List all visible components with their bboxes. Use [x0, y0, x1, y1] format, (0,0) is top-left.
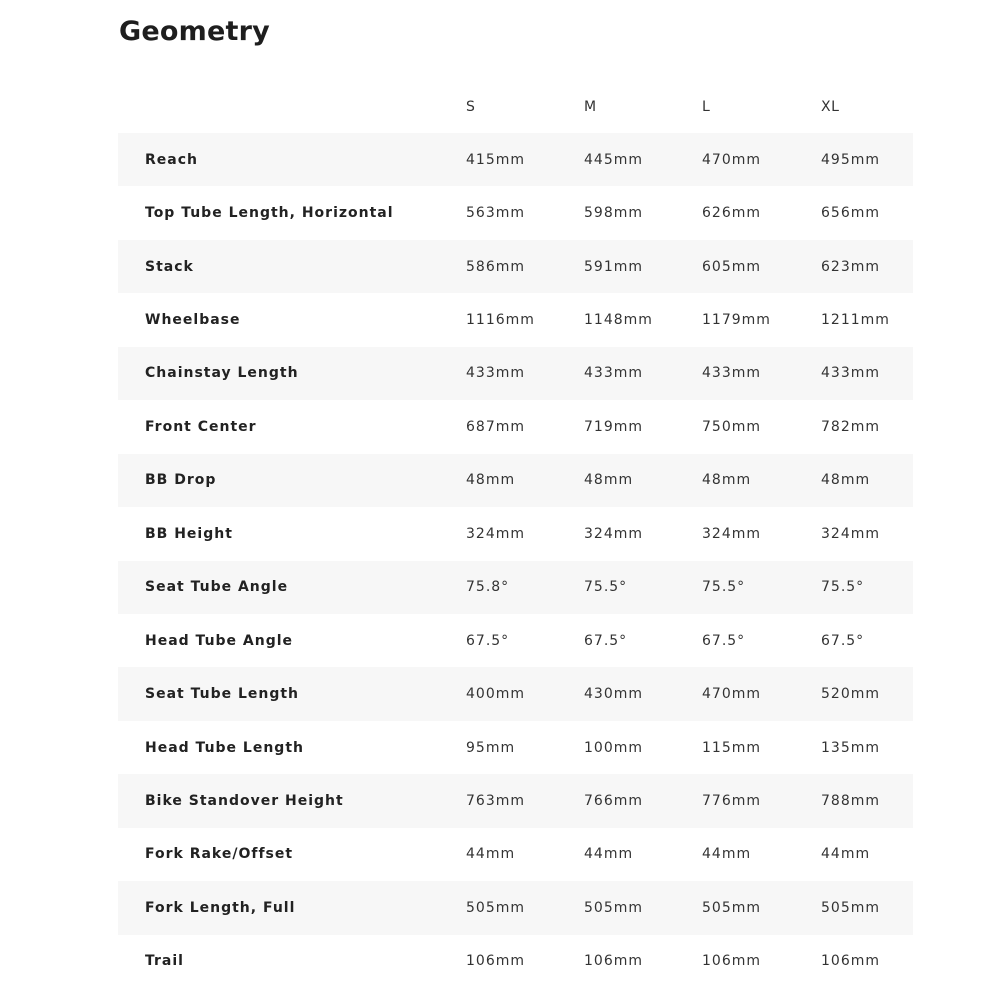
row-value-m: 591mm [584, 258, 643, 275]
row-value-s: 106mm [466, 953, 525, 970]
table-row [118, 133, 913, 186]
row-label: Seat Tube Length [145, 686, 300, 703]
row-value-s: 48mm [466, 472, 516, 489]
table-row [118, 454, 913, 507]
row-value-l: 505mm [702, 899, 761, 916]
table-row [118, 507, 913, 560]
row-value-s: 563mm [466, 205, 525, 222]
row-value-m: 430mm [584, 686, 643, 703]
table-row [118, 400, 913, 453]
row-value-m: 100mm [584, 739, 643, 756]
row-value-l: 605mm [702, 258, 761, 275]
row-value-xl: 324mm [821, 525, 880, 542]
row-value-l: 470mm [702, 686, 761, 703]
row-value-m: 766mm [584, 792, 643, 809]
row-value-m: 1148mm [584, 312, 653, 329]
size-header-m: M [584, 99, 597, 115]
row-label: Top Tube Length, Horizontal [145, 205, 394, 222]
table-row [118, 935, 913, 988]
row-value-xl: 656mm [821, 205, 880, 222]
row-value-s: 1116mm [466, 312, 535, 329]
size-header-s: S [466, 99, 476, 115]
row-value-s: 95mm [466, 739, 516, 756]
row-value-xl: 67.5° [821, 632, 865, 649]
table-row [118, 186, 913, 239]
row-value-xl: 520mm [821, 686, 880, 703]
row-label: Trail [145, 953, 184, 970]
table-row [118, 881, 913, 934]
row-value-l: 433mm [702, 365, 761, 382]
row-value-m: 67.5° [584, 632, 628, 649]
row-value-xl: 433mm [821, 365, 880, 382]
row-value-xl: 135mm [821, 739, 880, 756]
row-value-s: 75.8° [466, 579, 510, 596]
row-value-m: 433mm [584, 365, 643, 382]
row-value-xl: 782mm [821, 418, 880, 435]
row-value-l: 106mm [702, 953, 761, 970]
row-value-xl: 44mm [821, 846, 871, 863]
table-row [118, 667, 913, 720]
table-row [118, 561, 913, 614]
table-row [118, 721, 913, 774]
table-row [118, 614, 913, 667]
row-value-l: 75.5° [702, 579, 746, 596]
size-header-xl: XL [821, 99, 840, 115]
row-label: BB Drop [145, 472, 217, 489]
row-value-xl: 788mm [821, 792, 880, 809]
row-label: Head Tube Length [145, 739, 304, 756]
row-value-m: 598mm [584, 205, 643, 222]
row-value-s: 44mm [466, 846, 516, 863]
row-value-m: 324mm [584, 525, 643, 542]
row-value-xl: 505mm [821, 899, 880, 916]
row-value-l: 1179mm [702, 312, 771, 329]
row-value-s: 433mm [466, 365, 525, 382]
row-value-m: 106mm [584, 953, 643, 970]
row-value-l: 67.5° [702, 632, 746, 649]
row-label: Bike Standover Height [145, 792, 344, 809]
row-value-xl: 75.5° [821, 579, 865, 596]
table-row [118, 240, 913, 293]
row-value-l: 470mm [702, 151, 761, 168]
row-value-xl: 1211mm [821, 312, 890, 329]
row-value-xl: 623mm [821, 258, 880, 275]
row-label: Head Tube Angle [145, 632, 294, 649]
row-value-s: 586mm [466, 258, 525, 275]
row-label: Front Center [145, 418, 257, 435]
table-row [118, 828, 913, 881]
row-label: Seat Tube Angle [145, 579, 289, 596]
row-value-l: 324mm [702, 525, 761, 542]
row-label: BB Height [145, 525, 233, 542]
row-value-m: 75.5° [584, 579, 628, 596]
row-value-s: 687mm [466, 418, 525, 435]
row-label: Chainstay Length [145, 365, 299, 382]
size-header-l: L [702, 99, 711, 115]
row-label: Wheelbase [145, 312, 241, 329]
row-value-xl: 495mm [821, 151, 880, 168]
row-value-s: 324mm [466, 525, 525, 542]
row-value-s: 400mm [466, 686, 525, 703]
row-value-m: 445mm [584, 151, 643, 168]
row-value-l: 776mm [702, 792, 761, 809]
row-label: Stack [145, 258, 194, 275]
row-label: Fork Rake/Offset [145, 846, 294, 863]
table-row [118, 347, 913, 400]
geometry-table [118, 81, 913, 988]
row-value-s: 505mm [466, 899, 525, 916]
row-value-m: 44mm [584, 846, 634, 863]
row-value-m: 719mm [584, 418, 643, 435]
row-value-xl: 106mm [821, 953, 880, 970]
row-value-s: 67.5° [466, 632, 510, 649]
table-header-row [118, 81, 913, 133]
row-value-m: 505mm [584, 899, 643, 916]
row-value-s: 763mm [466, 792, 525, 809]
row-value-l: 44mm [702, 846, 752, 863]
table-row [118, 774, 913, 827]
row-value-l: 626mm [702, 205, 761, 222]
row-value-l: 115mm [702, 739, 761, 756]
row-value-l: 750mm [702, 418, 761, 435]
row-value-m: 48mm [584, 472, 634, 489]
table-row [118, 293, 913, 346]
row-label: Fork Length, Full [145, 899, 296, 916]
row-value-s: 415mm [466, 151, 525, 168]
row-label: Reach [145, 151, 198, 168]
page-title: Geometry [119, 16, 270, 47]
row-value-l: 48mm [702, 472, 752, 489]
row-value-xl: 48mm [821, 472, 871, 489]
table-body [118, 133, 913, 988]
